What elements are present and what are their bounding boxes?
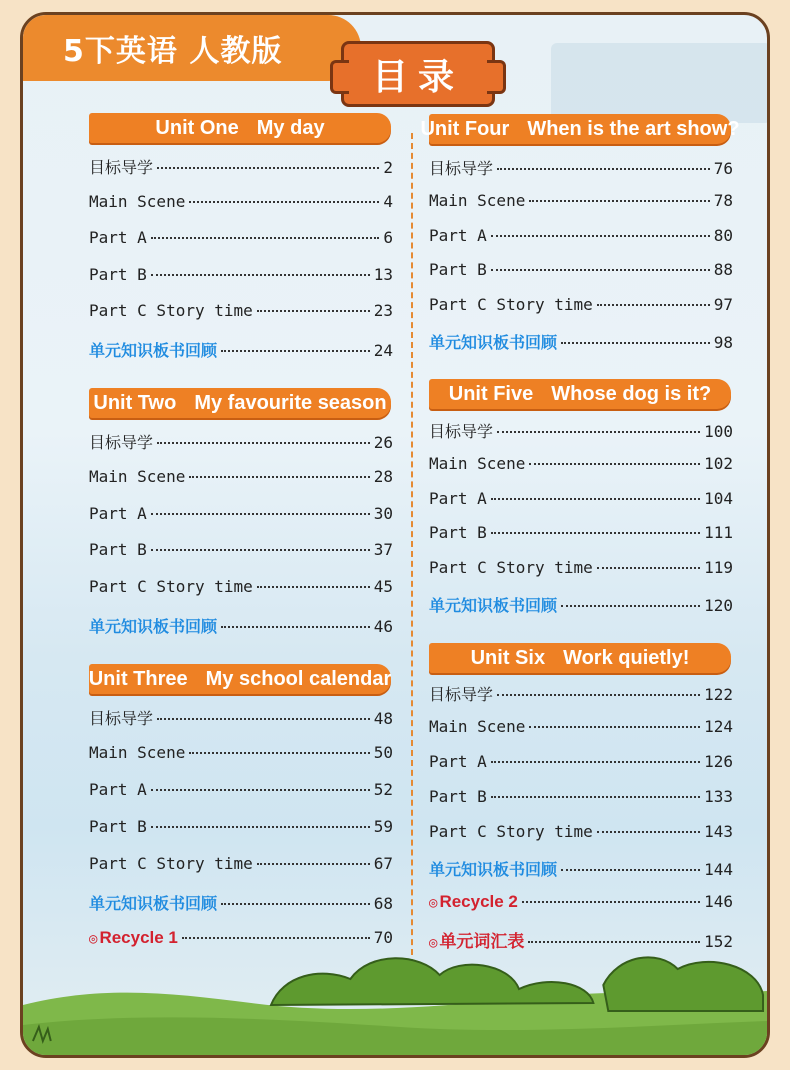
unit-header [429,643,731,673]
unit-header [89,388,391,418]
toc-entry[interactable] [429,489,733,515]
dot-leader [497,694,700,696]
toc-entry[interactable] [429,419,733,445]
toc-entry-label: 目标导学 [429,159,494,178]
dot-leader [497,168,710,170]
toc-entry[interactable] [89,891,393,917]
toc-entry-label: Part C Story time [429,822,593,841]
toc-entry-label: 目标导学 [429,422,494,441]
toc-entry-label: Main Scene [429,190,526,210]
toc-entry-label: Part B [89,817,147,836]
toc-entry-label: 目标导学 [89,158,154,177]
dot-leader [522,901,700,903]
toc-entry-label: Main Scene [89,743,186,762]
toc-entry[interactable] [429,558,733,584]
toc-entry-page: 28 [373,466,393,486]
toc-entry-page: 67 [373,854,393,873]
toc-entry-page: 144 [704,860,733,879]
toc-entry-label: 单元词汇表 [439,932,525,951]
toc-entry[interactable] [429,330,733,356]
toc-entry-page: 143 [704,822,733,841]
toc-entry[interactable] [429,260,733,286]
toc-entry[interactable] [429,156,733,182]
toc-entry-label: 单元知识板书回顾 [429,860,558,879]
double-circle-icon: ◎ [429,935,438,951]
unit-name: Unit Six [470,646,546,669]
grass-hills-illustration [23,945,767,1055]
toc-entry[interactable] [429,295,733,321]
toc-entry[interactable] [89,265,393,291]
toc-entry[interactable] [89,577,393,603]
unit-name: Unit Five [448,382,534,405]
toc-entry[interactable] [429,191,733,217]
dot-leader [182,937,370,939]
dot-leader [561,342,710,344]
toc-entry-page: 133 [704,787,733,806]
dot-leader [497,431,700,433]
dot-leader [529,200,709,202]
toc-entry[interactable] [89,504,393,530]
toc-entry[interactable] [429,717,733,743]
toc-entry-label: 单元知识板书回顾 [89,341,218,360]
toc-entry-page: 46 [373,617,393,636]
dot-leader [529,726,700,728]
toc-entry-page: 2 [383,158,393,177]
toc-entry[interactable] [89,540,393,566]
dot-leader [257,310,370,312]
toc-entry-label: Recycle 1 [99,928,178,947]
dot-leader [151,513,370,515]
toc-entry-page: 48 [373,709,393,728]
toc-entry-page: 23 [373,301,393,321]
dot-leader [151,237,380,239]
toc-entry-label: 单元知识板书回顾 [429,596,558,615]
toc-entry[interactable] [429,892,733,918]
toc-entry-page: 122 [704,685,733,704]
unit-name: Unit Four [420,117,510,140]
toc-entry-label: Recycle 2 [439,892,518,911]
toc-entry[interactable] [89,192,393,218]
toc-entry-page: 100 [704,422,733,441]
unit-title: When is the art show? [527,117,740,140]
dot-leader [597,567,700,569]
dot-leader [157,718,370,720]
toc-entry-page: 80 [713,225,733,245]
toc-entry-page: 88 [713,260,733,280]
unit-title: My day [256,116,325,139]
toc-entry[interactable] [429,226,733,252]
toc-entry-page: 52 [373,780,393,799]
dot-leader [189,201,379,203]
toc-entry-page: 24 [373,341,393,360]
toc-entry-label: Part A [429,752,487,771]
toc-entry[interactable] [89,467,393,493]
toc-entry-label: Part C Story time [89,301,253,321]
toc-entry-page: 30 [373,503,393,523]
toc-entry[interactable] [89,430,393,456]
toc-entry[interactable] [89,301,393,327]
toc-entry-page: 102 [704,453,733,473]
toc-entry-page: 119 [704,558,733,578]
toc-entry-label: Main Scene [89,466,186,486]
toc-entry-page: 97 [713,295,733,315]
toc-entry-label: Part C Story time [429,558,593,578]
toc-entry[interactable] [89,228,393,254]
toc-entry[interactable] [429,682,733,708]
toc-entry-page: 68 [373,894,393,913]
toc-entry[interactable] [89,706,393,732]
toc-entry-label: 目标导学 [89,709,154,728]
unit-title: Whose dog is it? [551,382,712,405]
toc-entry-label: Part B [89,540,147,560]
dot-leader [257,863,370,865]
dot-leader [221,626,370,628]
toc-entry-label: 单元知识板书回顾 [429,333,558,352]
dot-leader [257,586,370,588]
dot-leader [151,789,370,791]
dot-leader [151,826,370,828]
toc-entry-page: 37 [373,540,393,560]
toc-entry-label: Part A [429,488,487,508]
toc-entry-label: 单元知识板书回顾 [89,617,218,636]
toc-entry-label: 目标导学 [89,433,154,452]
toc-entry-label: 目标导学 [429,685,494,704]
toc-entry[interactable] [89,155,393,181]
toc-entry-label: Part C Story time [89,577,253,597]
toc-entry[interactable] [429,752,733,778]
toc-entry-label: Part C Story time [89,854,253,873]
toc-entry-label: Main Scene [429,453,526,473]
unit-header [89,113,391,143]
toc-entry-label: Part A [429,225,487,245]
unit-name: Unit Two [93,391,177,414]
toc-entry-page: 50 [373,743,393,762]
toc-entry-page: 152 [704,932,733,951]
dot-leader [561,605,700,607]
toc-entry-label: Part A [89,780,147,799]
toc-entry[interactable] [429,593,733,619]
toc-entry-page: 120 [704,596,733,615]
column-divider [411,133,413,965]
dot-leader [221,350,370,352]
toc-entry-label: 单元知识板书回顾 [89,894,218,913]
toc-entry-label: Part B [429,787,487,806]
toc-entry[interactable] [89,338,393,364]
dot-leader [491,761,700,763]
toc-entry[interactable] [429,857,733,883]
dot-leader [151,549,370,551]
toc-entry[interactable] [89,743,393,769]
toc-entry-page: 70 [373,928,393,947]
toc-entry-label: Main Scene [89,191,186,211]
unit-title: My school calendar [205,667,392,690]
toc-entry-label: Main Scene [429,717,526,736]
toc-entry-page: 124 [704,717,733,736]
toc-entry[interactable] [89,854,393,880]
toc-entry-page: 78 [713,190,733,210]
series-badge: 5下英语 人教版 [23,15,361,81]
dot-leader [528,941,700,943]
dot-leader [151,274,370,276]
dot-leader [491,235,710,237]
unit-name: Unit Three [88,667,188,690]
unit-name: Unit One [155,116,239,139]
dot-leader [491,498,700,500]
dot-leader [221,903,370,905]
toc-entry[interactable] [429,822,733,848]
unit-header [420,114,740,144]
dot-leader [529,463,700,465]
dot-leader [491,796,700,798]
toc-entry-label: Part B [89,264,147,284]
dot-leader [157,442,370,444]
toc-entry-page: 104 [704,488,733,508]
background-index-box [551,43,770,123]
toc-entry[interactable] [89,614,393,640]
toc-entry-page: 45 [373,577,393,597]
toc-entry-page: 6 [383,228,393,248]
toc-entry-page: 76 [713,159,733,178]
toc-entry-label: Part A [89,228,147,248]
toc-entry-page: 13 [373,264,393,284]
unit-title: Work quietly! [563,646,690,669]
dot-leader [157,167,379,169]
dot-leader [561,869,700,871]
dot-leader [189,752,369,754]
toc-entry-page: 59 [373,817,393,836]
toc-entry[interactable] [89,817,393,843]
toc-entry-page: 111 [704,523,733,543]
toc-entry-label: Part A [89,503,147,523]
double-circle-icon: ◎ [89,931,98,947]
toc-title: 目录 [341,41,495,107]
toc-entry-page: 98 [713,333,733,352]
toc-entry-page: 4 [383,191,393,211]
dot-leader [189,476,369,478]
unit-title: My favourite season [194,391,387,414]
toc-entry-page: 26 [373,433,393,452]
toc-entry[interactable] [429,787,733,813]
dot-leader [491,269,710,271]
toc-entry-label: Part C Story time [429,295,593,315]
page-frame [20,12,770,1058]
toc-entry[interactable] [89,780,393,806]
double-circle-icon: ◎ [429,895,438,911]
dot-leader [597,304,710,306]
toc-entry-label: Part B [429,260,487,280]
toc-entry-page: 146 [704,892,733,911]
toc-entry-label: Part B [429,523,487,543]
toc-entry-page: 126 [704,752,733,771]
dot-leader [597,831,700,833]
toc-entry[interactable] [429,523,733,549]
dot-leader [491,532,700,534]
unit-header [429,379,731,409]
toc-entry[interactable] [429,454,733,480]
unit-header [89,664,391,694]
